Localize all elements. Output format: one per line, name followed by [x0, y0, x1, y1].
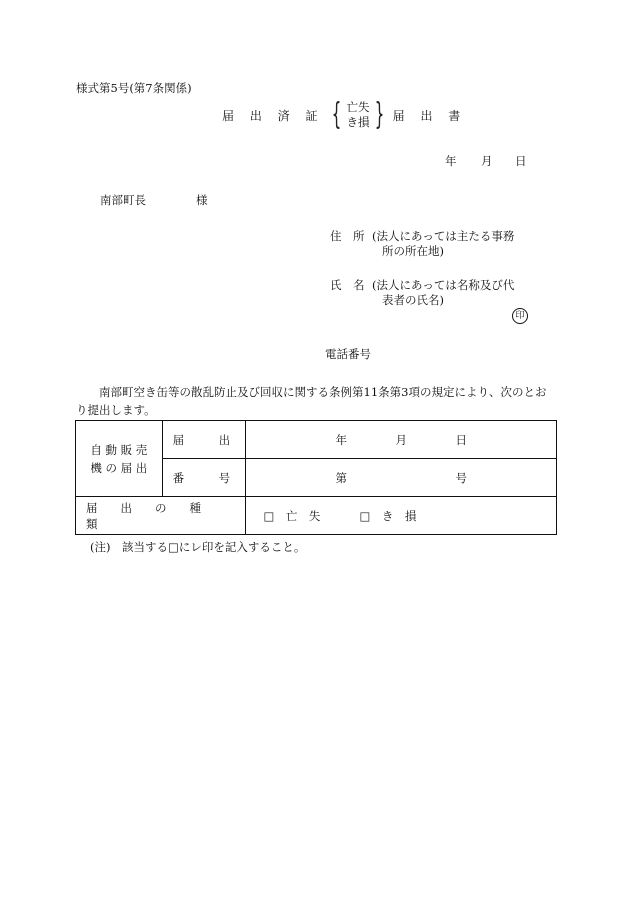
name-label: 氏 名 [330, 278, 365, 292]
option-damaged[interactable]: □ き 損 [359, 508, 417, 523]
todokede-date-cell [245, 421, 556, 459]
body-line-1: 南部町空き缶等の散乱防止及び回収に関する条例第11条第3項の規定により、次のとお [99, 385, 547, 399]
table-date-year: 年 [335, 432, 348, 447]
phone-label: 電話番号 [325, 347, 371, 361]
row-header-line-2: 機 の 届 出 [90, 460, 148, 475]
type-options-cell [245, 497, 556, 535]
footnote: (注) 該当する□にレ印を記入すること。 [90, 540, 306, 554]
addressee-name: 南部町長 [100, 193, 146, 207]
table-date-day: 日 [455, 432, 468, 447]
row-header-line-1: 自 動 販 売 [90, 442, 148, 457]
document-title [222, 97, 467, 132]
title-brace [327, 97, 388, 132]
bango-cell [245, 459, 556, 497]
addressee-honorific: 様 [196, 193, 208, 207]
name-note-1: (法人にあっては名称及び代 [372, 278, 515, 292]
title-left: 届 出 済 証 [222, 108, 324, 123]
left-brace-icon: { [332, 97, 342, 132]
date-month: 月 [481, 154, 493, 168]
table-row [76, 497, 557, 535]
table-row [76, 421, 557, 459]
right-brace-icon: } [374, 97, 384, 132]
address-label: 住 所 [330, 229, 365, 243]
option-lost[interactable]: □ 亡 失 [263, 508, 321, 523]
table-go: 号 [455, 470, 468, 485]
date-day: 日 [515, 154, 527, 168]
name-note-2: 表者の氏名) [382, 293, 444, 307]
body-line-2: り提出します。 [76, 403, 156, 417]
address-note-2: 所の所在地) [382, 244, 444, 258]
address-note-1: (法人にあっては主たる事務 [372, 229, 515, 243]
title-right: 届 出 書 [392, 108, 467, 123]
table-date-month: 月 [395, 432, 408, 447]
table-dai: 第 [335, 470, 348, 485]
title-brace-bottom: き損 [346, 115, 370, 129]
type-label: 届 出 の 種 類 [76, 497, 246, 535]
title-brace-top: 亡失 [346, 100, 370, 114]
notification-table [75, 420, 557, 535]
date-year: 年 [445, 154, 457, 168]
todokede-label: 届 出 [162, 421, 245, 459]
bango-label: 番 号 [162, 459, 245, 497]
row-header [76, 421, 163, 497]
form-number: 様式第5号(第7条関係) [76, 81, 192, 95]
seal-icon: 印 [512, 308, 528, 324]
